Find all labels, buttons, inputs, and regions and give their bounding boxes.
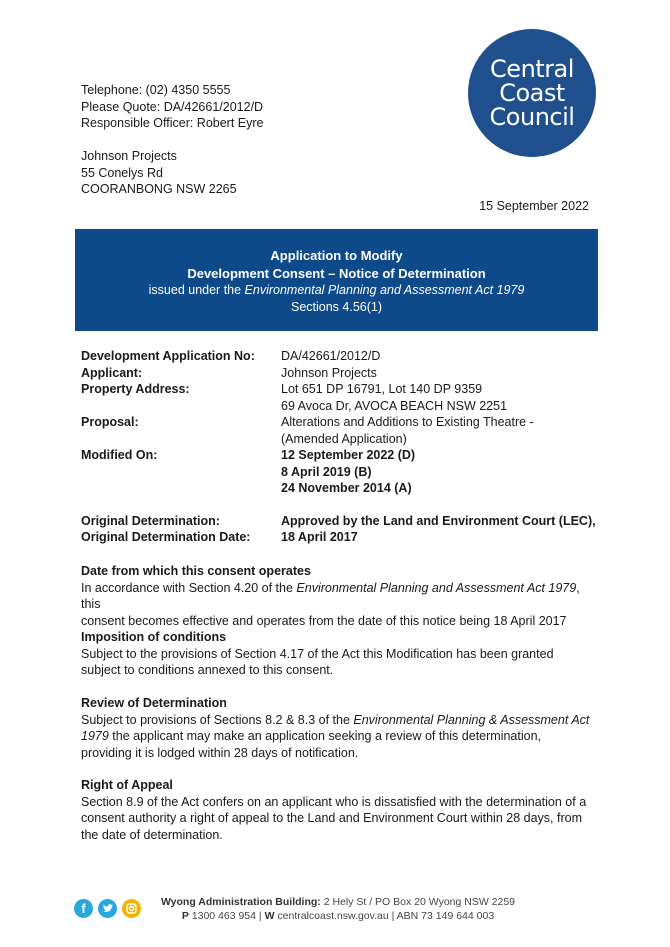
- facebook-icon[interactable]: [74, 899, 93, 918]
- footer-building-label: Wyong Administration Building:: [160, 896, 321, 908]
- section-appeal: [81, 777, 601, 843]
- social-icons: [74, 899, 141, 918]
- detail-value: 18 April 2017: [281, 530, 358, 544]
- detail-value: [281, 381, 601, 414]
- property-line-2: 69 Avoca Dr, AVOCA BEACH NSW 2251: [281, 398, 508, 413]
- central-coast-council-logo: [468, 29, 596, 157]
- detail-row-original-determination: [81, 513, 601, 530]
- detail-value: Johnson Projects: [281, 365, 377, 380]
- banner-act-line: [75, 282, 598, 299]
- recipient-town: COORANBONG NSW 2265: [81, 182, 237, 196]
- proposal-line-2: (Amended Application): [281, 431, 407, 446]
- section-heading: Date from which this consent operates: [81, 564, 311, 578]
- detail-value: Approved by the Land and Environment Court (LEC),: [281, 513, 596, 528]
- logo-line-2: Coast: [499, 79, 565, 107]
- footer-phone: 1300 463 954 |: [188, 910, 265, 922]
- property-line-1: Lot 651 DP 16791, Lot 140 DP 9359: [281, 382, 483, 396]
- detail-row-original-date: [81, 529, 601, 546]
- banner-sections: Sections 4.56(1): [290, 300, 383, 314]
- section-body: [81, 794, 601, 844]
- detail-label: Proposal:: [81, 415, 139, 429]
- logo-line-1: Central: [490, 55, 574, 83]
- modified-line-2: 8 April 2019 (B): [281, 464, 372, 479]
- body-text: Section 8.9 of the Act confers on an applicant who is dissatisfied with the determination of a: [81, 794, 587, 809]
- footer-line-2: [158, 909, 518, 923]
- body-text: consent becomes effective and operates from the date of this notice being 18 April 2017: [81, 613, 567, 628]
- footer-web-label: W: [264, 910, 275, 922]
- responsible-officer: Responsible Officer: Robert Eyre: [81, 116, 264, 130]
- recipient-name: Johnson Projects: [81, 149, 177, 163]
- banner-title: Application to Modify: [270, 248, 403, 263]
- banner-act-prefix: issued under the: [148, 283, 245, 297]
- detail-label: Development Application No:: [81, 349, 255, 363]
- body-text: Subject to provisions of Sections 8.2 & 8.3 of the: [81, 712, 354, 727]
- section-body: [81, 580, 601, 630]
- instagram-icon[interactable]: [122, 899, 141, 918]
- detail-label: Property Address:: [81, 382, 190, 396]
- detail-value: DA/42661/2012/D: [281, 349, 381, 363]
- detail-row-applicant: [81, 365, 601, 382]
- section-conditions: [81, 629, 601, 679]
- title-banner: [75, 229, 598, 331]
- act-year: 1979: [81, 729, 109, 743]
- section-review: [81, 695, 601, 761]
- detail-row-proposal: [81, 414, 601, 447]
- act-name: Environmental Planning & Assessment Act: [353, 712, 590, 727]
- body-text: providing it is lodged within 28 days of notification.: [81, 745, 359, 760]
- body-text: , this: [81, 580, 580, 611]
- detail-value: [281, 414, 601, 447]
- detail-value: [281, 447, 601, 497]
- quote-reference: Please Quote: DA/42661/2012/D: [81, 99, 264, 114]
- section-body: [81, 712, 601, 762]
- recipient-street: 55 Conelys Rd: [81, 165, 163, 180]
- detail-row-modified: [81, 447, 601, 497]
- detail-label: Modified On:: [81, 448, 158, 462]
- section-consent-operates: [81, 563, 601, 629]
- detail-row-da: [81, 348, 601, 365]
- telephone: Telephone: (02) 4350 5555: [81, 83, 231, 97]
- section-body: [81, 646, 601, 679]
- body-text: the applicant may make an application seeking a review of this determination,: [108, 729, 541, 743]
- footer-line-1: [158, 895, 518, 909]
- footer-web[interactable]: centralcoast.nsw.gov.au | ABN 73 149 644 003: [274, 910, 495, 922]
- section-heading: Review of Determination: [81, 696, 227, 710]
- footer-contact: [158, 895, 518, 923]
- footer-phone-label: P: [181, 910, 189, 922]
- twitter-icon[interactable]: [98, 899, 117, 918]
- letter-date: 15 September 2022: [479, 199, 589, 213]
- recipient-address: [81, 148, 237, 198]
- footer-building-address: 2 Hely St / PO Box 20 Wyong NSW 2259: [320, 896, 516, 908]
- body-text: consent authority a right of appeal to the Land and Environment Court within 28 days, from: [81, 811, 582, 825]
- detail-label: Original Determination Date:: [81, 530, 251, 544]
- section-heading: Imposition of conditions: [81, 630, 227, 644]
- application-details: [81, 348, 601, 546]
- body-text: In accordance with Section 4.20 of the: [81, 580, 297, 595]
- proposal-line-1: Alterations and Additions to Existing Theatre -: [281, 415, 534, 429]
- body-text: Subject to the provisions of Section 4.17 of the Act this Modification has been granted: [81, 646, 554, 661]
- section-heading: Right of Appeal: [81, 778, 173, 792]
- logo-line-3: Council: [489, 103, 575, 131]
- contact-block: [81, 82, 264, 132]
- modified-line-3: 24 November 2014 (A): [281, 481, 412, 495]
- modified-line-1: 12 September 2022 (D): [281, 448, 416, 462]
- banner-act-name: Environmental Planning and Assessment Act 1979: [244, 283, 525, 297]
- body-text: subject to conditions annexed to this consent.: [81, 663, 334, 677]
- detail-label: Applicant:: [81, 365, 143, 380]
- detail-label: Original Determination:: [81, 513, 220, 528]
- detail-row-property: [81, 381, 601, 414]
- act-name: Environmental Planning and Assessment Act 1979: [296, 580, 577, 595]
- body-text: the date of determination.: [81, 827, 223, 842]
- banner-subtitle: Development Consent – Notice of Determination: [187, 265, 486, 281]
- svg-text:f: f: [81, 901, 86, 916]
